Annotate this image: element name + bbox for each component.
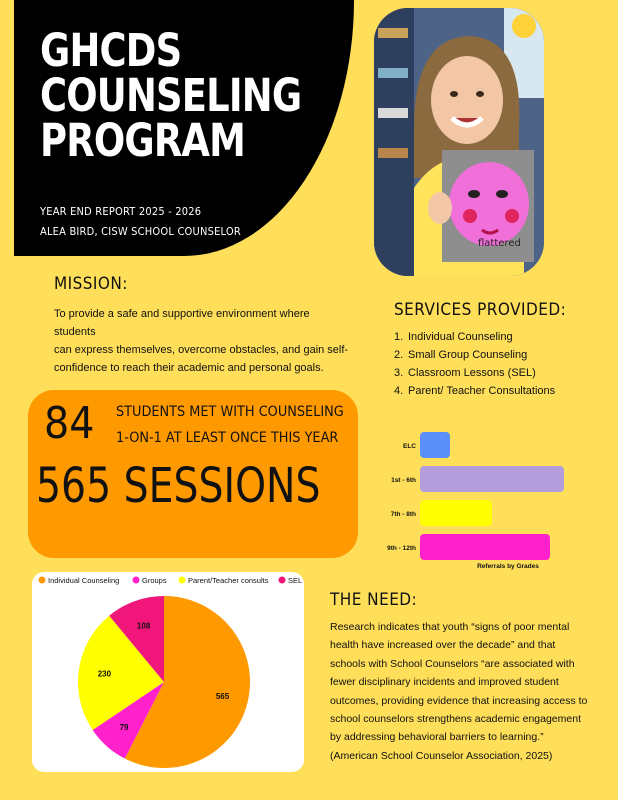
legend-label: SEL — [288, 576, 303, 585]
service-item — [394, 346, 555, 364]
pie-value-label: 79 — [119, 723, 129, 733]
need-line: fewer disciplinary incidents and improved student — [330, 676, 559, 689]
program-title — [40, 24, 302, 167]
need-line: school counselors strengthens academic engagement — [330, 713, 581, 726]
need-line: Research indicates that youth “signs of poor mental — [330, 621, 570, 633]
title-line-2: COUNSELING — [40, 69, 302, 122]
student-photo-illustration — [374, 8, 544, 276]
service-label: Parent/ Teacher Consultations — [408, 385, 556, 397]
service-item — [394, 364, 555, 382]
need-line: (American School Counselor Association, 2025) — [330, 749, 553, 762]
bar-ELC — [420, 432, 450, 458]
service-num: 1. — [394, 331, 404, 343]
service-label: Classroom Lessons (SEL) — [408, 367, 536, 379]
students-count: 84 — [44, 398, 95, 449]
legend-swatch — [39, 577, 46, 584]
need-line: by addressing behavioral barriers to learning.” — [330, 731, 544, 744]
pie-value-label: 230 — [97, 669, 112, 679]
need-line: schools with School Counselors “are associated with — [330, 657, 575, 670]
services-heading: SERVICES PROVIDED: — [394, 300, 567, 320]
sessions-total: 565 SESSIONS — [36, 458, 321, 514]
sessions-pie-chart — [32, 572, 304, 772]
sessions-pie-card — [32, 572, 304, 772]
student-photo — [374, 8, 544, 276]
bar-7th-8th — [420, 500, 492, 526]
service-num: 2. — [394, 349, 404, 361]
bar-1st-6th — [420, 466, 564, 492]
service-num: 4. — [394, 385, 404, 397]
mission-line: can express themselves, overcome obstacles, and gain self- — [54, 344, 349, 356]
pie-value-label: 565 — [215, 692, 230, 702]
legend-label: Parent/Teacher consults — [188, 576, 269, 585]
bar-label: 1st - 6th — [391, 477, 416, 484]
referrals-bar-chart — [380, 424, 600, 574]
legend-label: Groups — [142, 576, 167, 585]
service-label: Individual Counseling — [408, 331, 513, 343]
bar-label: 7th - 8th — [390, 511, 416, 518]
mission-line: To provide a safe and supportive environment where students — [54, 308, 310, 338]
students-line-2: 1-ON-1 AT LEAST ONCE THIS YEAR — [116, 430, 339, 446]
bar-9th-12th — [420, 534, 550, 560]
title-line-1: GHCDS — [40, 24, 182, 77]
legend-label: Individual Counseling — [48, 576, 120, 585]
mission-text — [54, 305, 354, 377]
bar-x-label: Referrals by Grades — [477, 563, 539, 570]
title-line-3: PROGRAM — [40, 114, 246, 167]
mission-line: confidence to reach their academic and personal goals. — [54, 362, 324, 374]
need-line: health have increased over the decade” and that — [330, 639, 556, 652]
pie-value-label: 108 — [136, 621, 151, 631]
legend-swatch — [279, 577, 286, 584]
need-line: outcomes, providing evidence that increasing access to — [330, 694, 588, 707]
services-list — [394, 328, 555, 400]
service-item — [394, 382, 555, 400]
service-num: 3. — [394, 367, 404, 379]
drawing-caption: flattered — [478, 238, 521, 249]
need-text — [330, 618, 592, 765]
service-label: Small Group Counseling — [408, 349, 528, 361]
mission-heading: MISSION: — [54, 274, 128, 294]
need-heading: THE NEED: — [330, 590, 418, 610]
report-subtitle: YEAR END REPORT 2025 - 2026 — [40, 205, 202, 218]
bar-label: 9th - 12th — [387, 545, 416, 552]
bar-label: ELC — [403, 443, 416, 450]
author-line: ALEA BIRD, CISW SCHOOL COUNSELOR — [40, 225, 241, 238]
legend-swatch — [133, 577, 140, 584]
service-item — [394, 328, 555, 346]
students-line-1: STUDENTS MET WITH COUNSELING — [116, 404, 344, 420]
legend-swatch — [179, 577, 186, 584]
